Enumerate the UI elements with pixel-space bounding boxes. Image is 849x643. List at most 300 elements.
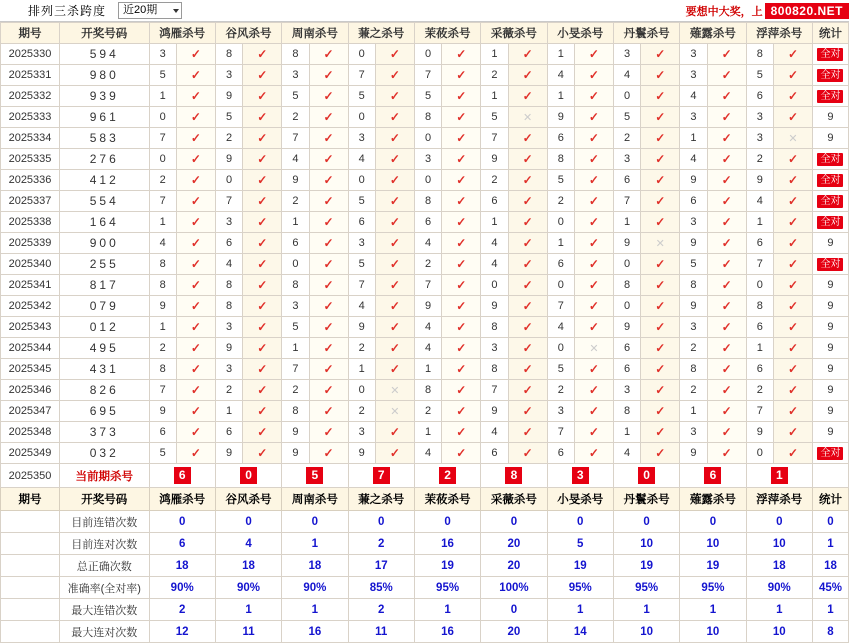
stat-value: 10	[746, 533, 812, 555]
col-period[interactable]: 期号	[1, 23, 60, 44]
col-c2[interactable]: 谷风杀号	[215, 23, 281, 44]
cell-current-kill	[613, 464, 679, 488]
check-icon: ✓	[375, 149, 414, 170]
cell-kill-number: 5	[481, 107, 508, 128]
col-c9[interactable]: 薙露杀号	[680, 23, 746, 44]
stat-value: 0	[481, 511, 547, 533]
cell-kill-number: 9	[481, 296, 508, 317]
stat-value: 1	[680, 599, 746, 621]
stat-value: 4	[215, 533, 281, 555]
cell-kill-number: 8	[215, 275, 242, 296]
check-icon: ✓	[375, 191, 414, 212]
stat-value: 20	[481, 533, 547, 555]
check-icon: ✓	[176, 212, 215, 233]
cell-kill-number: 0	[348, 170, 375, 191]
cell-stat	[812, 443, 848, 464]
check-icon: ✓	[176, 191, 215, 212]
cell-stat: 9	[812, 380, 848, 401]
col-c6[interactable]: 采薇杀号	[481, 23, 547, 44]
check-icon: ✓	[442, 212, 481, 233]
stat-value: 16	[414, 533, 480, 555]
check-icon: ✓	[508, 233, 547, 254]
cell-kill-number: 1	[680, 401, 707, 422]
cell-kill-number: 1	[746, 338, 773, 359]
check-icon: ✓	[176, 128, 215, 149]
cell-kill-number: 0	[547, 338, 574, 359]
table-row	[1, 128, 849, 149]
check-icon: ✓	[176, 107, 215, 128]
stat-value: 0	[282, 511, 348, 533]
stat-row	[1, 599, 849, 621]
cell-kill-number: 0	[348, 380, 375, 401]
cell-period[interactable]: 2025348	[1, 422, 60, 443]
cell-kill-number: 8	[414, 380, 441, 401]
check-icon: ✓	[707, 128, 746, 149]
cell-period[interactable]: 2025337	[1, 191, 60, 212]
cell-period[interactable]: 2025349	[1, 443, 60, 464]
cell-period[interactable]: 2025339	[1, 233, 60, 254]
status-badge: 全对	[817, 258, 843, 271]
check-icon: ✓	[375, 275, 414, 296]
cell-kill-number: 0	[149, 107, 176, 128]
check-icon: ✓	[574, 380, 613, 401]
stat-value: 85%	[348, 577, 414, 599]
cell-stat: 9	[812, 275, 848, 296]
cell-kill-number: 3	[348, 233, 375, 254]
cell-current-kill	[481, 464, 547, 488]
stat-row-spacer	[1, 621, 60, 643]
check-icon: ✓	[442, 275, 481, 296]
cell-kill-number: 9	[149, 401, 176, 422]
cell-kill-number: 6	[215, 422, 242, 443]
check-icon: ✓	[641, 359, 680, 380]
cell-kill-number: 9	[215, 338, 242, 359]
cell-kill-number: 3	[282, 65, 309, 86]
check-icon: ✓	[309, 233, 348, 254]
check-icon: ✓	[309, 86, 348, 107]
footer-col-header[interactable]: 统计	[812, 488, 848, 511]
cell-stat	[812, 212, 848, 233]
col-c10[interactable]: 浮萍杀号	[746, 23, 812, 44]
check-icon: ✓	[773, 44, 812, 65]
cell-kill-number: 1	[680, 128, 707, 149]
cell-kill-number: 8	[282, 44, 309, 65]
footer-col-header[interactable]: 鸿雁杀号	[149, 488, 215, 511]
check-icon: ✓	[309, 275, 348, 296]
cell-kill-number: 2	[282, 107, 309, 128]
col-c4[interactable]: 蒹之杀号	[348, 23, 414, 44]
cell-period[interactable]: 2025331	[1, 65, 60, 86]
table-row	[1, 254, 849, 275]
check-icon: ✓	[574, 170, 613, 191]
cell-kill-number: 5	[414, 86, 441, 107]
cell-kill-number: 1	[481, 86, 508, 107]
table-row	[1, 107, 849, 128]
cell-draw-code: 255	[59, 254, 149, 275]
check-icon: ✓	[176, 443, 215, 464]
stat-value: 14	[547, 621, 613, 643]
check-icon: ✓	[508, 65, 547, 86]
stat-row-spacer	[1, 599, 60, 621]
table-row	[1, 191, 849, 212]
check-icon: ✓	[375, 338, 414, 359]
cell-period[interactable]: 2025343	[1, 317, 60, 338]
cell-kill-number: 4	[547, 65, 574, 86]
cell-stat: 9	[812, 233, 848, 254]
cross-icon: ✕	[773, 128, 812, 149]
check-icon: ✓	[508, 338, 547, 359]
promo-site: 800820.NET	[765, 3, 849, 19]
stat-value: 100%	[481, 577, 547, 599]
cell-kill-number: 8	[149, 359, 176, 380]
check-icon: ✓	[707, 380, 746, 401]
cell-kill-number: 4	[348, 296, 375, 317]
cell-kill-number: 7	[481, 128, 508, 149]
stat-value: 10	[746, 621, 812, 643]
cell-kill-number: 2	[348, 338, 375, 359]
cell-kill-number: 1	[547, 233, 574, 254]
kill-number-badge: 2	[439, 467, 456, 484]
check-icon: ✓	[176, 317, 215, 338]
cell-period[interactable]: 2025338	[1, 212, 60, 233]
cell-period[interactable]: 2025346	[1, 380, 60, 401]
check-icon: ✓	[243, 65, 282, 86]
table-row	[1, 359, 849, 380]
cell-kill-number: 2	[547, 380, 574, 401]
col-stat[interactable]: 统计	[812, 23, 848, 44]
cell-kill-number: 2	[481, 170, 508, 191]
toolbar	[0, 0, 849, 22]
cell-kill-number: 3	[613, 380, 640, 401]
table-row	[1, 170, 849, 191]
stat-value: 18	[149, 555, 215, 577]
cell-kill-number: 8	[613, 401, 640, 422]
check-icon: ✓	[574, 275, 613, 296]
stat-value: 1	[613, 599, 679, 621]
check-icon: ✓	[176, 44, 215, 65]
cell-kill-number: 3	[613, 149, 640, 170]
check-icon: ✓	[375, 443, 414, 464]
cell-period[interactable]: 2025344	[1, 338, 60, 359]
check-icon: ✓	[773, 338, 812, 359]
check-icon: ✓	[707, 170, 746, 191]
cell-kill-number: 9	[680, 170, 707, 191]
check-icon: ✓	[375, 44, 414, 65]
cell-kill-number: 3	[680, 317, 707, 338]
check-icon: ✓	[375, 422, 414, 443]
footer-col-header[interactable]: 浮萍杀号	[746, 488, 812, 511]
cell-kill-number: 5	[348, 191, 375, 212]
cell-period[interactable]: 2025342	[1, 296, 60, 317]
cell-current-stat	[812, 464, 848, 488]
check-icon: ✓	[773, 296, 812, 317]
cell-period[interactable]: 2025333	[1, 107, 60, 128]
check-icon: ✓	[707, 317, 746, 338]
cell-kill-number: 0	[348, 44, 375, 65]
cell-kill-number: 5	[149, 65, 176, 86]
col-c8[interactable]: 丹鬟杀号	[613, 23, 679, 44]
cell-draw-code: 826	[59, 380, 149, 401]
cell-stat: 9	[812, 317, 848, 338]
check-icon: ✓	[641, 65, 680, 86]
cell-kill-number: 3	[680, 212, 707, 233]
cell-period[interactable]: 2025345	[1, 359, 60, 380]
stat-row	[1, 533, 849, 555]
check-icon: ✓	[574, 44, 613, 65]
check-icon: ✓	[176, 422, 215, 443]
table-row	[1, 317, 849, 338]
cell-kill-number: 8	[414, 191, 441, 212]
stat-value: 16	[282, 621, 348, 643]
footer-col-header[interactable]: 小旻杀号	[547, 488, 613, 511]
cell-period[interactable]: 2025332	[1, 86, 60, 107]
cell-period[interactable]: 2025340	[1, 254, 60, 275]
check-icon: ✓	[773, 233, 812, 254]
cell-stat: 9	[812, 422, 848, 443]
cell-kill-number: 1	[215, 401, 242, 422]
footer-col-header[interactable]: 期号	[1, 488, 60, 511]
cross-icon: ✕	[574, 338, 613, 359]
cell-kill-number: 4	[348, 149, 375, 170]
cell-kill-number: 9	[613, 317, 640, 338]
check-icon: ✓	[243, 422, 282, 443]
footer-col-header[interactable]: 茉莜杀号	[414, 488, 480, 511]
stat-value: 0	[414, 511, 480, 533]
cross-icon: ✕	[375, 401, 414, 422]
cell-kill-number: 5	[215, 107, 242, 128]
cell-kill-number: 5	[746, 65, 773, 86]
footer-col-header[interactable]: 蒹之杀号	[348, 488, 414, 511]
cell-kill-number: 0	[481, 275, 508, 296]
cell-kill-number: 0	[149, 149, 176, 170]
cell-kill-number: 0	[348, 107, 375, 128]
check-icon: ✓	[641, 296, 680, 317]
cell-draw-code: 554	[59, 191, 149, 212]
cell-period[interactable]: 2025330	[1, 44, 60, 65]
check-icon: ✓	[707, 65, 746, 86]
cell-kill-number: 6	[282, 233, 309, 254]
check-icon: ✓	[508, 401, 547, 422]
stat-value: 95%	[613, 577, 679, 599]
footer-col-header[interactable]: 丹鬟杀号	[613, 488, 679, 511]
table-row	[1, 401, 849, 422]
cell-kill-number: 9	[215, 86, 242, 107]
check-icon: ✓	[243, 338, 282, 359]
cell-kill-number: 7	[348, 275, 375, 296]
footer-col-header[interactable]: 谷风杀号	[215, 488, 281, 511]
stat-row-label: 目前连对次数	[59, 533, 149, 555]
check-icon: ✓	[176, 149, 215, 170]
cell-kill-number: 9	[746, 170, 773, 191]
check-icon: ✓	[176, 338, 215, 359]
stat-value: 1	[746, 599, 812, 621]
cell-kill-number: 0	[547, 275, 574, 296]
check-icon: ✓	[773, 254, 812, 275]
cell-kill-number: 3	[680, 65, 707, 86]
check-icon: ✓	[641, 422, 680, 443]
footer-col-header[interactable]: 薙露杀号	[680, 488, 746, 511]
check-icon: ✓	[707, 191, 746, 212]
status-badge: 全对	[817, 174, 843, 187]
cell-current-kill	[348, 464, 414, 488]
check-icon: ✓	[773, 275, 812, 296]
check-icon: ✓	[508, 275, 547, 296]
check-icon: ✓	[243, 359, 282, 380]
cell-kill-number: 6	[613, 359, 640, 380]
cell-draw-code: 817	[59, 275, 149, 296]
check-icon: ✓	[243, 401, 282, 422]
check-icon: ✓	[309, 380, 348, 401]
cell-kill-number: 0	[282, 254, 309, 275]
cell-kill-number: 9	[680, 443, 707, 464]
cell-draw-code: 412	[59, 170, 149, 191]
check-icon: ✓	[707, 401, 746, 422]
check-icon: ✓	[442, 107, 481, 128]
check-icon: ✓	[309, 359, 348, 380]
cell-kill-number: 7	[149, 191, 176, 212]
stat-value: 2	[149, 599, 215, 621]
check-icon: ✓	[641, 275, 680, 296]
cell-kill-number: 1	[613, 422, 640, 443]
check-icon: ✓	[574, 443, 613, 464]
cell-period[interactable]: 2025347	[1, 401, 60, 422]
col-code[interactable]: 开奖号码	[59, 23, 149, 44]
stat-value: 0	[746, 511, 812, 533]
cell-period[interactable]: 2025335	[1, 149, 60, 170]
check-icon: ✓	[508, 191, 547, 212]
check-icon: ✓	[574, 254, 613, 275]
check-icon: ✓	[243, 233, 282, 254]
cell-kill-number: 4	[414, 443, 441, 464]
check-icon: ✓	[508, 443, 547, 464]
check-icon: ✓	[309, 443, 348, 464]
cell-kill-number: 9	[547, 107, 574, 128]
cell-kill-number: 5	[149, 443, 176, 464]
check-icon: ✓	[442, 170, 481, 191]
cell-kill-number: 6	[547, 128, 574, 149]
check-icon: ✓	[508, 44, 547, 65]
stat-value: 90%	[149, 577, 215, 599]
cell-kill-number: 4	[680, 86, 707, 107]
cell-period[interactable]: 2025336	[1, 170, 60, 191]
table-row	[1, 65, 849, 86]
stat-total: 0	[812, 511, 848, 533]
cell-kill-number: 7	[481, 380, 508, 401]
cell-kill-number: 9	[613, 233, 640, 254]
cell-kill-number: 8	[414, 107, 441, 128]
cell-kill-number: 7	[746, 401, 773, 422]
cell-kill-number: 9	[348, 317, 375, 338]
col-c1[interactable]: 鸿雁杀号	[149, 23, 215, 44]
check-icon: ✓	[574, 422, 613, 443]
stat-value: 18	[282, 555, 348, 577]
stat-value: 1	[414, 599, 480, 621]
cell-kill-number: 4	[149, 233, 176, 254]
cell-kill-number: 2	[547, 191, 574, 212]
cell-kill-number: 8	[613, 275, 640, 296]
cell-current-kill	[282, 464, 348, 488]
cell-period[interactable]: 2025341	[1, 275, 60, 296]
promo-banner[interactable]	[686, 0, 849, 22]
check-icon: ✓	[641, 443, 680, 464]
cell-kill-number: 3	[149, 44, 176, 65]
stat-row	[1, 577, 849, 599]
cross-icon: ✕	[375, 380, 414, 401]
cell-draw-code: 961	[59, 107, 149, 128]
cell-kill-number: 1	[547, 86, 574, 107]
stat-value: 11	[348, 621, 414, 643]
check-icon: ✓	[707, 443, 746, 464]
stat-value: 12	[149, 621, 215, 643]
cell-draw-code: 373	[59, 422, 149, 443]
check-icon: ✓	[375, 317, 414, 338]
cell-current-kill	[149, 464, 215, 488]
cell-kill-number: 3	[746, 107, 773, 128]
cell-kill-number: 9	[215, 443, 242, 464]
footer-col-header[interactable]: 开奖号码	[59, 488, 149, 511]
cell-kill-number: 4	[282, 149, 309, 170]
cell-kill-number: 0	[547, 212, 574, 233]
period-select[interactable]	[118, 2, 182, 19]
check-icon: ✓	[309, 254, 348, 275]
check-icon: ✓	[442, 422, 481, 443]
col-c5[interactable]: 茉莜杀号	[414, 23, 480, 44]
cell-kill-number: 1	[149, 212, 176, 233]
cell-kill-number: 6	[149, 422, 176, 443]
col-c7[interactable]: 小旻杀号	[547, 23, 613, 44]
footer-header-row	[1, 488, 849, 511]
cell-draw-code: 431	[59, 359, 149, 380]
stat-value: 11	[215, 621, 281, 643]
stat-value: 10	[680, 621, 746, 643]
check-icon: ✓	[176, 359, 215, 380]
cell-kill-number: 6	[481, 443, 508, 464]
check-icon: ✓	[442, 401, 481, 422]
col-c3[interactable]: 周南杀号	[282, 23, 348, 44]
cell-current-kill	[414, 464, 480, 488]
current-period-row	[1, 464, 849, 488]
cell-current-kill	[680, 464, 746, 488]
cell-kill-number: 1	[481, 44, 508, 65]
check-icon: ✓	[309, 107, 348, 128]
check-icon: ✓	[508, 170, 547, 191]
check-icon: ✓	[707, 254, 746, 275]
check-icon: ✓	[707, 422, 746, 443]
footer-col-header[interactable]: 采薇杀号	[481, 488, 547, 511]
check-icon: ✓	[508, 212, 547, 233]
kill-number-badge: 3	[572, 467, 589, 484]
stat-value: 1	[215, 599, 281, 621]
cell-kill-number: 2	[746, 149, 773, 170]
kill-number-badge: 5	[306, 467, 323, 484]
stat-value: 10	[613, 533, 679, 555]
cell-kill-number: 1	[746, 212, 773, 233]
cell-kill-number: 6	[680, 191, 707, 212]
check-icon: ✓	[574, 65, 613, 86]
check-icon: ✓	[574, 233, 613, 254]
footer-col-header[interactable]: 周南杀号	[282, 488, 348, 511]
cell-kill-number: 2	[680, 338, 707, 359]
check-icon: ✓	[442, 380, 481, 401]
current-kill-label: 当前期杀号	[59, 464, 149, 488]
cell-period[interactable]: 2025334	[1, 128, 60, 149]
stat-value: 0	[613, 511, 679, 533]
cell-kill-number: 0	[414, 128, 441, 149]
check-icon: ✓	[773, 65, 812, 86]
cell-kill-number: 4	[414, 317, 441, 338]
stat-value: 1	[547, 599, 613, 621]
stat-row-label: 最大连对次数	[59, 621, 149, 643]
